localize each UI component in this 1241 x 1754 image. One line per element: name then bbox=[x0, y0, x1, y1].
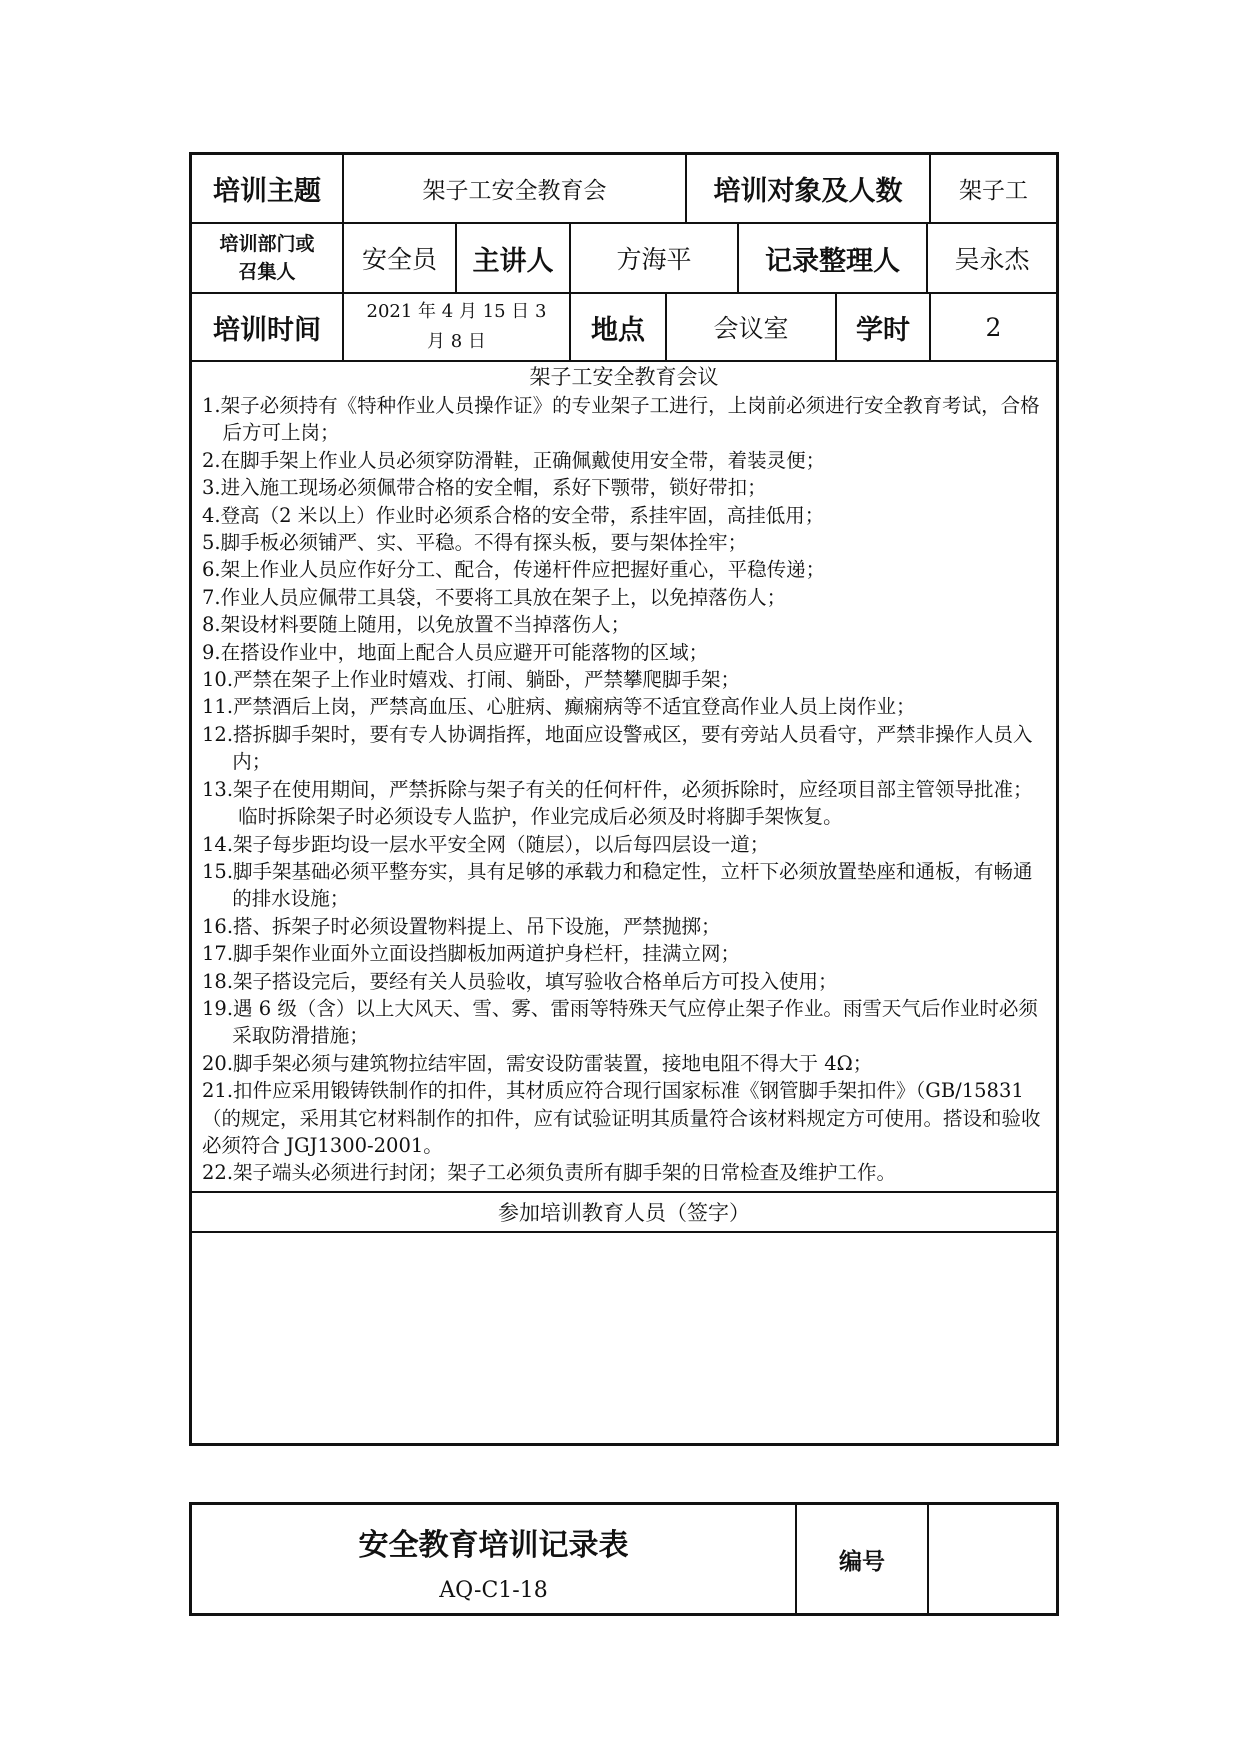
header-row-topic bbox=[192, 155, 1056, 224]
list-item: 16.搭、拆架子时必须设置物料提上、吊下设施，严禁抛掷； bbox=[202, 914, 721, 938]
list-item: 12.搭拆脚手架时，要有专人协调指挥，地面应设警戒区，要有旁站人员看守，严禁非操作人员入内； bbox=[202, 722, 1033, 774]
form-title: 安全教育培训记录表 bbox=[358, 1527, 629, 1563]
dept-label: 培训部门或 召集人 bbox=[192, 224, 344, 292]
list-item: 20.脚手架必须与建筑物拉结牢固，需安设防雷装置，接地电阻不得大于 4Ω； bbox=[202, 1051, 873, 1075]
list-item: 5.脚手板必须铺严、实、平稳。不得有探头板，要与架体拴牢； bbox=[202, 531, 748, 555]
hours-label: 学时 bbox=[837, 294, 931, 360]
meeting-content bbox=[192, 362, 1056, 1191]
recorder-label: 记录整理人 bbox=[739, 224, 928, 292]
form-title-cell bbox=[192, 1505, 797, 1613]
time-value: 2021 年 4 月 15 日 3 月 8 日 bbox=[344, 294, 571, 360]
list-item: 14.架子每步距均设一层水平安全网（随层），以后每四层设一道； bbox=[202, 832, 770, 856]
dept-value: 安全员 bbox=[344, 224, 457, 292]
content-title: 架子工安全教育会议 bbox=[529, 365, 719, 389]
signature-label: 参加培训教育人员（签字） bbox=[192, 1193, 1056, 1233]
list-item: 4.登高（2 米以上）作业时必须系合格的安全带，系挂牢固，高挂低用； bbox=[202, 503, 825, 527]
list-item: 6.架上作业人员应作好分工、配合，传递杆件应把握好重心，平稳传递； bbox=[202, 558, 826, 582]
topic-value: 架子工安全教育会 bbox=[344, 155, 687, 222]
place-value: 会议室 bbox=[667, 294, 837, 360]
header-row-time bbox=[192, 294, 1056, 362]
list-item: 8.架设材料要随上随用，以免放置不当掉落伤人； bbox=[202, 613, 631, 637]
list-item: 11.严禁酒后上岗，严禁高血压、心脏病、癫痫病等不适宜登高作业人员上岗作业； bbox=[202, 695, 916, 719]
list-item: 2.在脚手架上作业人员必须穿防滑鞋，正确佩戴使用安全带，着装灵便； bbox=[202, 448, 826, 472]
signature-area[interactable] bbox=[192, 1233, 1056, 1443]
audience-value: 架子工 bbox=[959, 178, 1028, 204]
recorder-value: 吴永杰 bbox=[954, 245, 1030, 274]
number-label: 编号 bbox=[797, 1505, 929, 1613]
list-item: 19.遇 6 级（含）以上大风天、雪、雾、雷雨等特殊天气应停止架子作业。雨雪天气后作业时必须采取防滑措施； bbox=[202, 996, 1038, 1048]
time-label: 培训时间 bbox=[192, 294, 344, 360]
list-item: 15.脚手架基础必须平整夯实，具有足够的承载力和稳定性，立杆下必须放置垫座和通板，有畅通的排水设施； bbox=[202, 859, 1033, 911]
list-item: 22.架子端头必须进行封闭；架子工必须负责所有脚手架的日常检查及维护工作。 bbox=[202, 1161, 897, 1185]
header-row-people bbox=[192, 224, 1056, 294]
topic-label: 培训主题 bbox=[192, 155, 344, 222]
list-item: 21.扣件应采用锻铸铁制作的扣件，其材质应符合现行国家标准《钢管脚手架扣件》（GB/15831（的规定，采用其它材料制作的扣件，应有试验证明其质量符合该材料规定方可使用。搭设和验收必须符合 JGJ1300-2001。 bbox=[202, 1079, 1041, 1157]
audience-label: 培训对象及人数 bbox=[687, 155, 931, 222]
list-item: 18.架子搭设完后，要经有关人员验收，填写验收合格单后方可投入使用； bbox=[202, 969, 838, 993]
list-item: 13.架子在使用期间，严禁拆除与架子有关的任何杆件，必须拆除时，应经项目部主管领导批准；临时拆除架子时必须设专人监护，作业完成后必须及时将脚手架恢复。 bbox=[202, 777, 1033, 829]
speaker-value: 方海平 bbox=[571, 224, 739, 292]
place-label: 地点 bbox=[571, 294, 667, 360]
speaker-label: 主讲人 bbox=[457, 224, 571, 292]
list-item: 17.脚手架作业面外立面设挡脚板加两道护身栏杆，挂满立网； bbox=[202, 942, 741, 966]
form-code: AQ-C1-18 bbox=[439, 1577, 548, 1603]
list-item: 7.作业人员应佩带工具袋，不要将工具放在架子上，以免掉落伤人； bbox=[202, 585, 787, 609]
list-item: 10.严禁在架子上作业时嬉戏、打闹、躺卧，严禁攀爬脚手架； bbox=[202, 668, 741, 692]
list-item: 9.在搭设作业中，地面上配合人员应避开可能落物的区域； bbox=[202, 640, 709, 664]
form-footer bbox=[189, 1502, 1059, 1616]
list-item: 3.进入施工现场必须佩带合格的安全帽，系好下颚带，锁好带扣； bbox=[202, 476, 767, 500]
list-item: 1.架子必须持有《特种作业人员操作证》的专业架子工进行，上岗前必须进行安全教育考试，合格后方可上岗； bbox=[202, 394, 1040, 445]
number-value[interactable] bbox=[929, 1505, 1056, 1613]
content-row bbox=[192, 362, 1056, 1193]
hours-value: 2 bbox=[985, 312, 1002, 342]
training-record-table bbox=[189, 152, 1059, 1446]
